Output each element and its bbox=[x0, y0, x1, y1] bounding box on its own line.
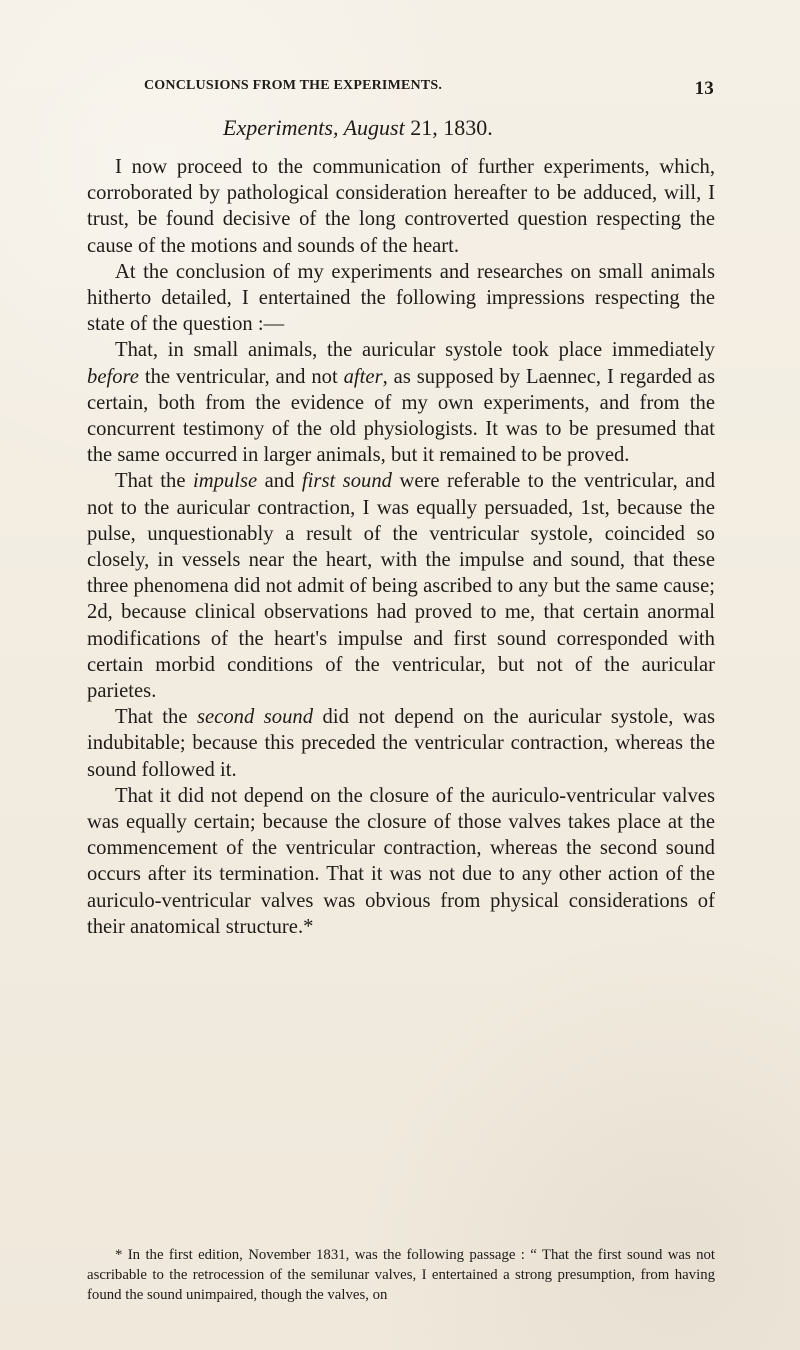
footnote: * In the first edition, November 1831, was the following passage : “ That the first sound was not ascribable to the retrocession of the semilunar valves, I entertained a strong presumption, from having found the sound unimpaired, though the valves, on bbox=[87, 1247, 715, 1303]
paragraph-5-emphasis-1: second sound bbox=[196, 706, 314, 729]
page-number: 13 bbox=[694, 78, 714, 99]
paragraph-6: That it did not depend on the closure of the auriculo-ventricular valves was equally certain; because the closure of those valves takes place at the commencement of the ventricular contraction, whereas the second sound occurs after its termination. That it was not due to any other action of the auriculo-ventricular valves was obvious from physical considerations of their anatomical structure.* bbox=[87, 784, 715, 938]
running-header bbox=[144, 78, 714, 102]
paragraph-3-part-1: That, in small animals, the auricular systole took place immediately bbox=[115, 339, 715, 362]
paragraph-2: At the conclusion of my experiments and researches on small animals hitherto detailed, I entertained the following impressions respecting the state of the question :— bbox=[87, 260, 715, 336]
paragraph-4-emphasis-1: impulse bbox=[192, 470, 258, 493]
heading-year: 1830. bbox=[443, 115, 493, 140]
paragraph-5-part-1: That the bbox=[115, 706, 197, 729]
paragraph-3-emphasis-1: before bbox=[87, 365, 139, 388]
heading-day: 21, bbox=[410, 115, 438, 140]
paragraph-5 bbox=[87, 704, 715, 783]
paragraph-4-part-2: and bbox=[257, 470, 302, 493]
paragraph-3-emphasis-2: after bbox=[343, 365, 383, 388]
paragraph-4-part-1: That the bbox=[115, 470, 193, 493]
paragraph-1: I now proceed to the communication of further experiments, which, corroborated by pathological consideration hereafter to be adduced, will, I trust, be found decisive of the long controverted question respecting the cause of the motions and sounds of the heart. bbox=[87, 156, 715, 257]
paragraph-5-part-2: did not depend on the auricular systole, was indubitable; because this preceded the ventricular contraction, whereas the sound followed it. bbox=[87, 706, 716, 781]
section-heading bbox=[223, 116, 643, 140]
header-title: CONCLUSIONS FROM THE EXPERIMENTS. bbox=[144, 78, 443, 93]
main-text bbox=[87, 154, 715, 940]
paragraph-3-part-3: , as supposed by Laennec, I regarded as certain, both from the evidence of my own experiments, and from the concurrent testimony of the old physiologists. It was to be presumed that the same occurred in larger animals, but it remained to be proved. bbox=[87, 365, 715, 467]
paragraph-3-part-2: the ventricular, and not bbox=[138, 365, 344, 388]
paragraph-3 bbox=[87, 337, 715, 468]
heading-experiments-august: Experiments, August bbox=[223, 115, 405, 140]
paragraph-4-part-3: were referable to the ventricular, and not to the auricular contraction, I was equally persuaded, 1st, because the pulse, unquestionably a result of the ventricular systole, coincided so closely, in vessels near the heart, with the impulse and sound, that these three phenomena did not admit of being ascribed to any but the same cause; 2d, because clinical observations had proved to me, that certain anormal modifications of the heart's impulse and first sound corresponded with certain morbid conditions of the ventricular, but not of the auricular parietes. bbox=[87, 470, 716, 703]
paragraph-4 bbox=[87, 468, 715, 704]
paragraph-4-emphasis-2: first sound bbox=[301, 470, 392, 493]
